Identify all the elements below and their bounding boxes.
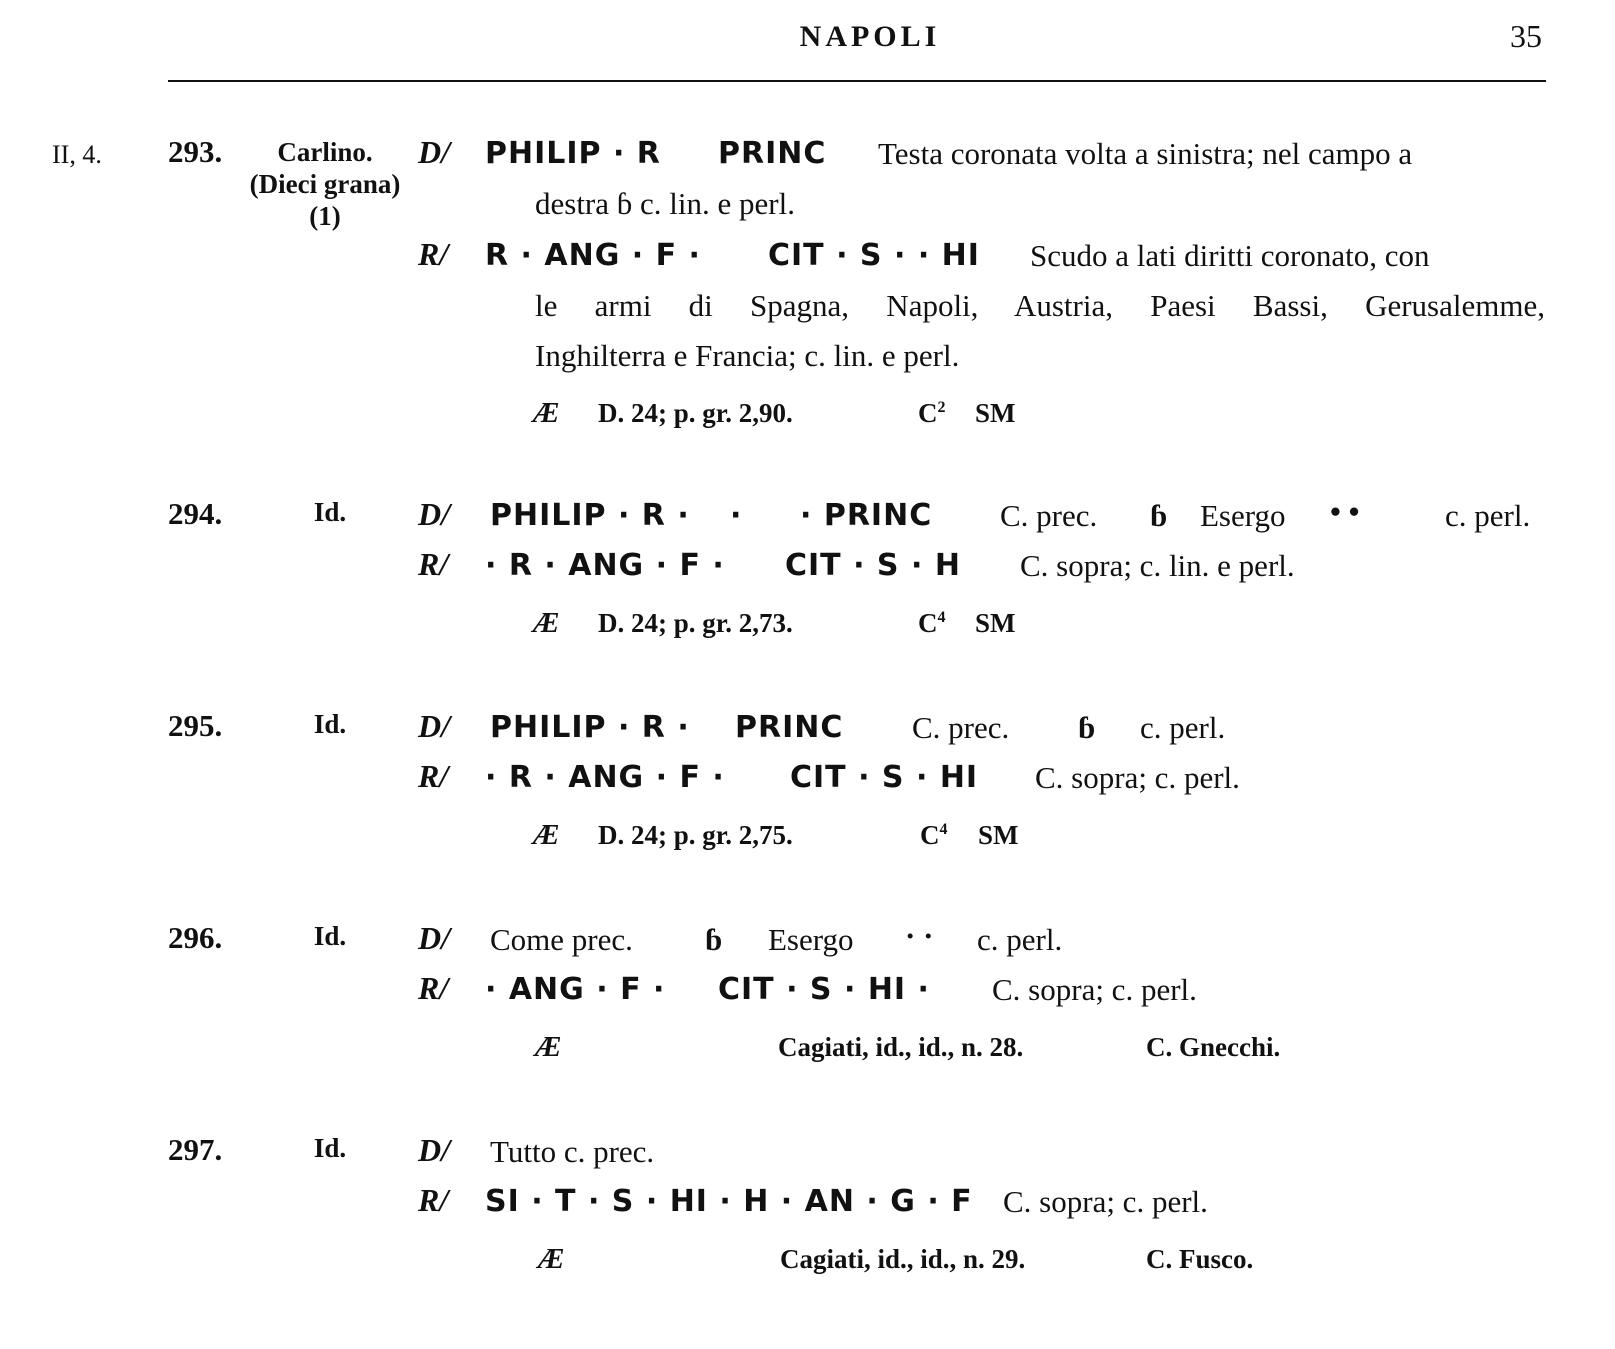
denomination-sub: (Dieci grana): [249, 169, 401, 199]
entry-number: 295.: [168, 708, 223, 743]
entry-number: 296.: [168, 920, 223, 955]
reverse-legend: SI · T · S · HI · H · AN · G · F: [485, 1184, 973, 1219]
reverse-description: C. sopra; c. lin. e perl.: [1020, 548, 1295, 583]
denomination: [235, 136, 415, 232]
entry-number: 293.: [168, 134, 223, 169]
reverse-legend-right: CIT · S · H: [785, 548, 961, 583]
obverse-marker: D/: [418, 920, 450, 956]
obverse-description: Come prec.: [490, 922, 633, 957]
catalog-grade: $C^4$: [920, 820, 948, 850]
reverse-marker: R/: [418, 236, 449, 272]
denomination-name: Carlino.: [277, 137, 373, 167]
denomination: Id.: [313, 1133, 347, 1163]
denomination: Id.: [313, 709, 347, 739]
obverse-border: c. perl.: [977, 922, 1063, 957]
catalog-grade: $C^4$: [918, 608, 946, 638]
obverse-legend-right: PRINC: [718, 136, 827, 171]
metal-symbol: Æ: [538, 1244, 565, 1275]
obverse-description-continued: destra ɓ c. lin. e perl.: [535, 186, 795, 221]
obverse-border: c. perl.: [1140, 710, 1226, 745]
exergue-symbol: ɓ: [705, 922, 723, 957]
obverse-marker: D/: [418, 1132, 450, 1168]
collection-owner: C. Fusco.: [1146, 1244, 1254, 1274]
collection: SM: [975, 398, 1016, 428]
entry-number: 297.: [168, 1132, 223, 1167]
metal-symbol: Æ: [533, 820, 560, 851]
reverse-description-continued-2: Inghilterra e Francia; c. lin. e perl.: [535, 338, 960, 373]
denomination: Id.: [313, 497, 347, 527]
exergue-symbol: ɓ: [1078, 710, 1096, 745]
obverse-description: Tutto c. prec.: [490, 1134, 655, 1169]
obverse-legend-left: PHILIP · R ·: [490, 498, 690, 533]
obverse-marker: D/: [418, 496, 450, 532]
reverse-legend-left: · R · ANG · F ·: [485, 760, 725, 795]
collection-owner: C. Gnecchi.: [1146, 1032, 1281, 1062]
obverse-legend-middle: ·: [730, 498, 743, 533]
reverse-description: C. sopra; c. perl.: [1003, 1184, 1208, 1219]
obverse-border: c. perl.: [1445, 498, 1531, 533]
reverse-legend-right: CIT · S · HI: [790, 760, 979, 795]
reverse-legend-right: CIT · S · HI ·: [718, 972, 930, 1007]
measurements: D. 24; p. gr. 2,73.: [598, 608, 793, 638]
exergue-label: Esergo: [768, 922, 854, 957]
metal-symbol: Æ: [535, 1032, 562, 1063]
obverse-description: C. prec.: [912, 710, 1010, 745]
running-title: NAPOLI: [799, 20, 941, 53]
page-number: 35: [1510, 18, 1542, 54]
obverse-description: Testa coronata volta a sinistra; nel campo a: [878, 136, 1413, 171]
measurements: D. 24; p. gr. 2,90.: [598, 398, 793, 428]
denomination: Id.: [313, 921, 347, 951]
reverse-marker: R/: [418, 970, 449, 1006]
reverse-description-continued-1: le armi di Spagna, Napoli, Austria, Paesi Bassi, Gerusalemme,: [535, 288, 1545, 323]
volume-reference: II, 4.: [52, 140, 102, 169]
exergue-dots: • •: [1330, 494, 1360, 529]
obverse-marker: D/: [418, 134, 450, 170]
reverse-marker: R/: [418, 1182, 449, 1218]
measurements: D. 24; p. gr. 2,75.: [598, 820, 793, 850]
reverse-description: Scudo a lati diritti coronato, con: [1030, 238, 1430, 273]
metal-symbol: Æ: [533, 398, 560, 429]
metal-symbol: Æ: [533, 608, 560, 639]
reverse-marker: R/: [418, 758, 449, 794]
collection: SM: [975, 608, 1016, 638]
entry-number: 294.: [168, 496, 223, 531]
reverse-description: C. sopra; c. perl.: [992, 972, 1197, 1007]
obverse-description: C. prec.: [1000, 498, 1098, 533]
collection: SM: [978, 820, 1019, 850]
header-rule: [168, 80, 1546, 82]
obverse-legend-left: PHILIP · R: [485, 136, 661, 171]
reverse-legend-left: · R · ANG · F ·: [485, 548, 725, 583]
exergue-label: Esergo: [1200, 498, 1286, 533]
reverse-description: C. sopra; c. perl.: [1035, 760, 1240, 795]
reverse-legend-right: CIT · S · · HI: [768, 238, 980, 273]
obverse-legend-right: · PRINC: [800, 498, 933, 533]
exergue-symbol: ɓ: [1150, 498, 1168, 533]
obverse-marker: D/: [418, 708, 450, 744]
reverse-legend-left: R · ANG · F ·: [485, 238, 701, 273]
reverse-legend-left: · ANG · F ·: [485, 972, 666, 1007]
obverse-legend-right: PRINC: [735, 710, 844, 745]
footnote-marker: (1): [309, 201, 341, 231]
catalog-grade: $C^2$: [918, 398, 946, 428]
bibliographic-source: Cagiati, id., id., n. 29.: [780, 1244, 1026, 1274]
reverse-marker: R/: [418, 546, 449, 582]
bibliographic-source: Cagiati, id., id., n. 28.: [778, 1032, 1024, 1062]
exergue-dots: · ·: [905, 918, 934, 953]
obverse-legend-left: PHILIP · R ·: [490, 710, 690, 745]
